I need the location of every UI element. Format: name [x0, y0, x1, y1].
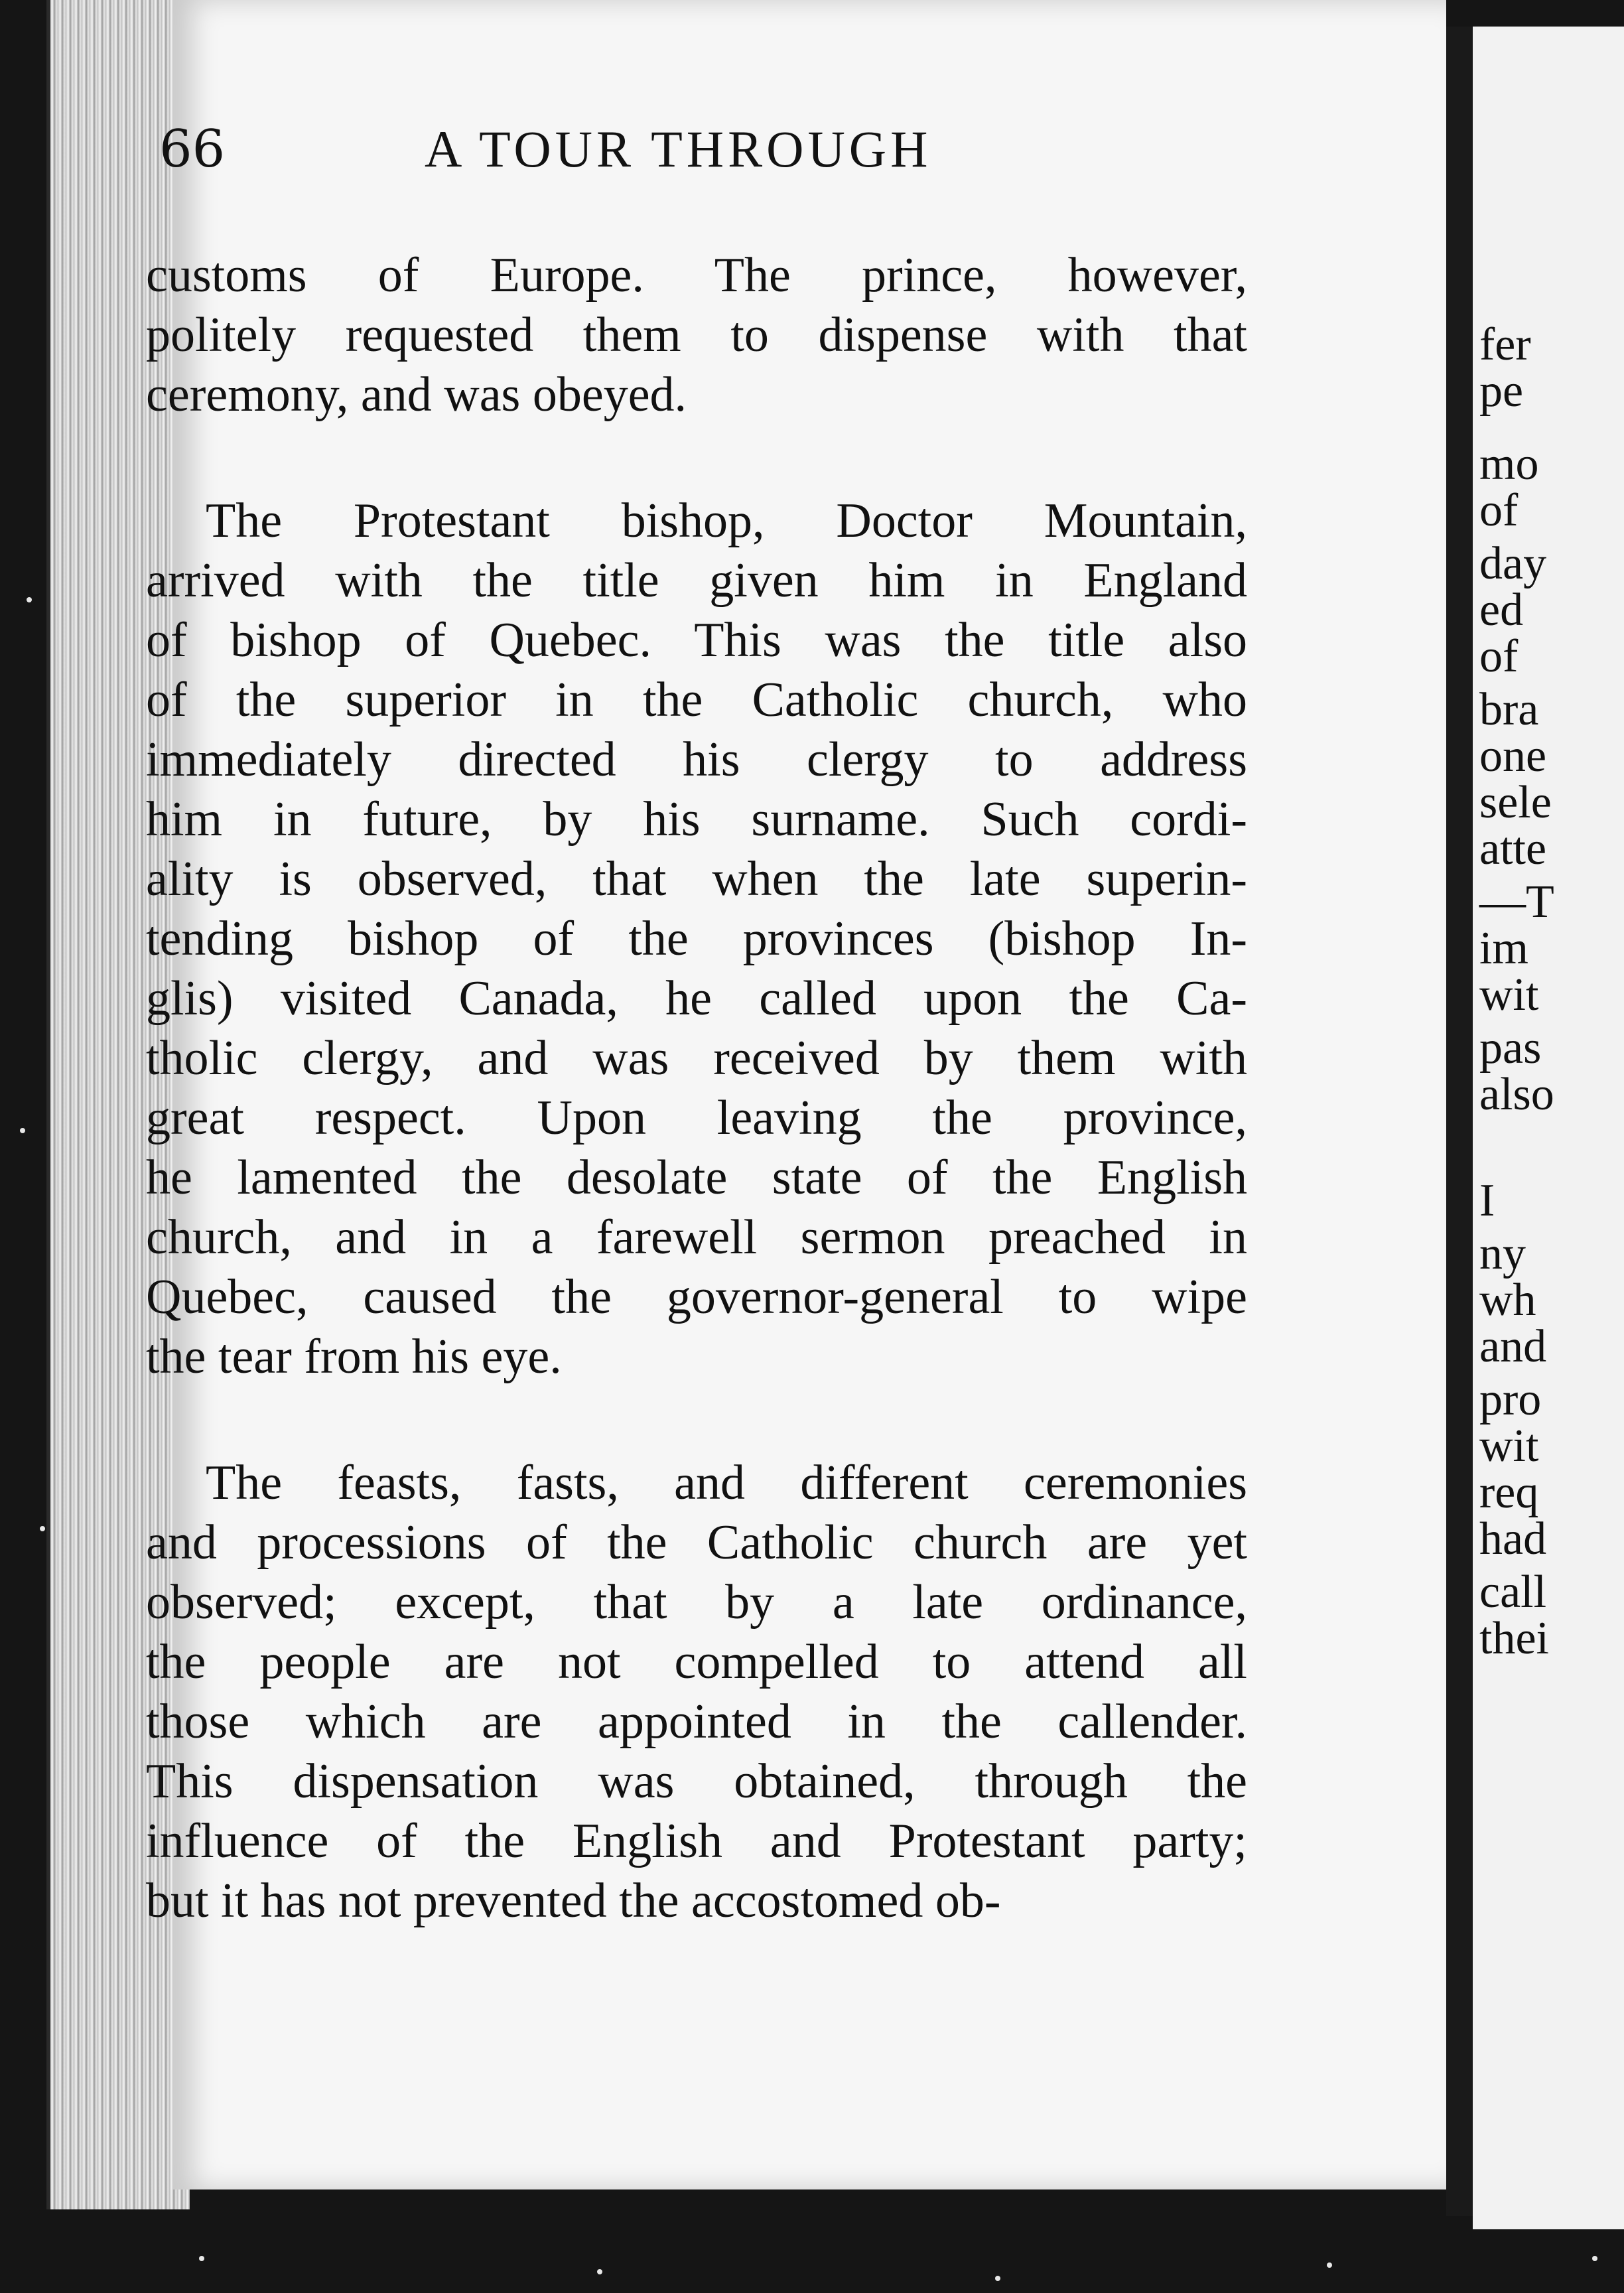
facing-page-fragment: pe [1479, 366, 1524, 417]
backdrop-speck [40, 1526, 45, 1531]
backdrop-speck [20, 1128, 25, 1133]
book-gutter [1446, 27, 1473, 2216]
text-line: tholic clergy, and was received by them with [146, 1031, 1247, 1085]
facing-page-fragment: —T [1479, 876, 1554, 928]
paragraph-gap [146, 1387, 1247, 1453]
backdrop-speck [199, 2256, 204, 2261]
facing-page-edge [1473, 27, 1624, 2229]
text-line: those which are appointed in the callender. [146, 1695, 1247, 1749]
facing-page-fragment: im [1479, 923, 1528, 974]
text-line: observed; except, that by a late ordinance, [146, 1575, 1247, 1630]
text-line: customs of Europe. The prince, however, [146, 248, 1247, 303]
facing-page-fragment: req [1479, 1467, 1539, 1518]
text-line: This dispensation was obtained, through the [146, 1754, 1247, 1809]
text-line: him in future, by his surname. Such cordi- [146, 792, 1247, 847]
facing-page-fragment: and [1479, 1321, 1547, 1372]
text-line: but it has not prevented the accostomed ob- [146, 1874, 1001, 1928]
text-line: ality is observed, that when the late superin- [146, 852, 1247, 906]
facing-page-fragment: ny [1479, 1228, 1526, 1279]
text-line: The Protestant bishop, Doctor Mountain, [206, 494, 1247, 548]
facing-page-fragment: fer [1479, 319, 1531, 370]
facing-page-fragment: mo [1479, 439, 1539, 490]
facing-page-fragment: had [1479, 1513, 1547, 1564]
backdrop-speck [27, 597, 32, 602]
backdrop-speck [597, 2269, 602, 2274]
paragraph [146, 491, 1247, 1387]
facing-page-fragment: wit [1479, 1421, 1539, 1472]
text-line: and processions of the Catholic church are yet [146, 1515, 1247, 1570]
text-line: church, and in a farewell sermon preached in [146, 1210, 1247, 1265]
facing-page-fragment: ed [1479, 585, 1524, 636]
backdrop-speck [995, 2276, 1000, 2281]
text-line: Quebec, caused the governor-general to wipe [146, 1270, 1247, 1324]
text-line: great respect. Upon leaving the province, [146, 1091, 1247, 1145]
paragraph [146, 1453, 1247, 1931]
text-line: of the superior in the Catholic church, who [146, 673, 1247, 727]
facing-page-fragment: pro [1479, 1374, 1542, 1425]
text-line: arrived with the title given him in England [146, 553, 1247, 608]
text-line: immediately directed his clergy to address [146, 732, 1247, 787]
facing-page-fragment: atte [1479, 823, 1547, 874]
page-number: 66 [159, 119, 226, 179]
facing-page-fragment: one [1479, 730, 1547, 782]
text-line: influence of the English and Protestant party; [146, 1814, 1247, 1868]
text-line: the people are not compelled to attend all [146, 1635, 1247, 1689]
text-line: the tear from his eye. [146, 1330, 562, 1384]
text-line: glis) visited Canada, he called upon the Ca- [146, 971, 1247, 1026]
text-line: tending bishop of the provinces (bishop In- [146, 912, 1247, 966]
text-line: of bishop of Quebec. This was the title also [146, 613, 1247, 667]
facing-page-fragment: of [1479, 485, 1519, 536]
facing-page-fragment: bra [1479, 684, 1539, 735]
running-title: A TOUR THROUGH [425, 120, 932, 178]
facing-page-fragment: I [1479, 1175, 1495, 1226]
paragraph-gap [146, 425, 1247, 491]
body-text [146, 245, 1247, 1931]
text-line: he lamented the desolate state of the English [146, 1150, 1247, 1205]
facing-page-fragment: also [1479, 1069, 1554, 1120]
facing-page-fragment: wh [1479, 1275, 1536, 1326]
running-header [159, 119, 1221, 192]
paragraph [146, 245, 1247, 425]
text-line: The feasts, fasts, and different ceremonies [206, 1456, 1247, 1510]
facing-page-fragment: day [1479, 538, 1547, 589]
backdrop-speck [1592, 2256, 1597, 2261]
backdrop-speck [1327, 2262, 1332, 2268]
facing-page-fragment: pas [1479, 1022, 1542, 1074]
facing-page-fragment: thei [1479, 1613, 1549, 1664]
facing-page-fragment: of [1479, 631, 1519, 682]
facing-page-fragment: wit [1479, 969, 1539, 1020]
text-line: ceremony, and was obeyed. [146, 368, 687, 422]
facing-page-fragment: sele [1479, 777, 1552, 828]
text-line: politely requested them to dispense with that [146, 308, 1247, 362]
facing-page-fragment: call [1479, 1566, 1547, 1618]
